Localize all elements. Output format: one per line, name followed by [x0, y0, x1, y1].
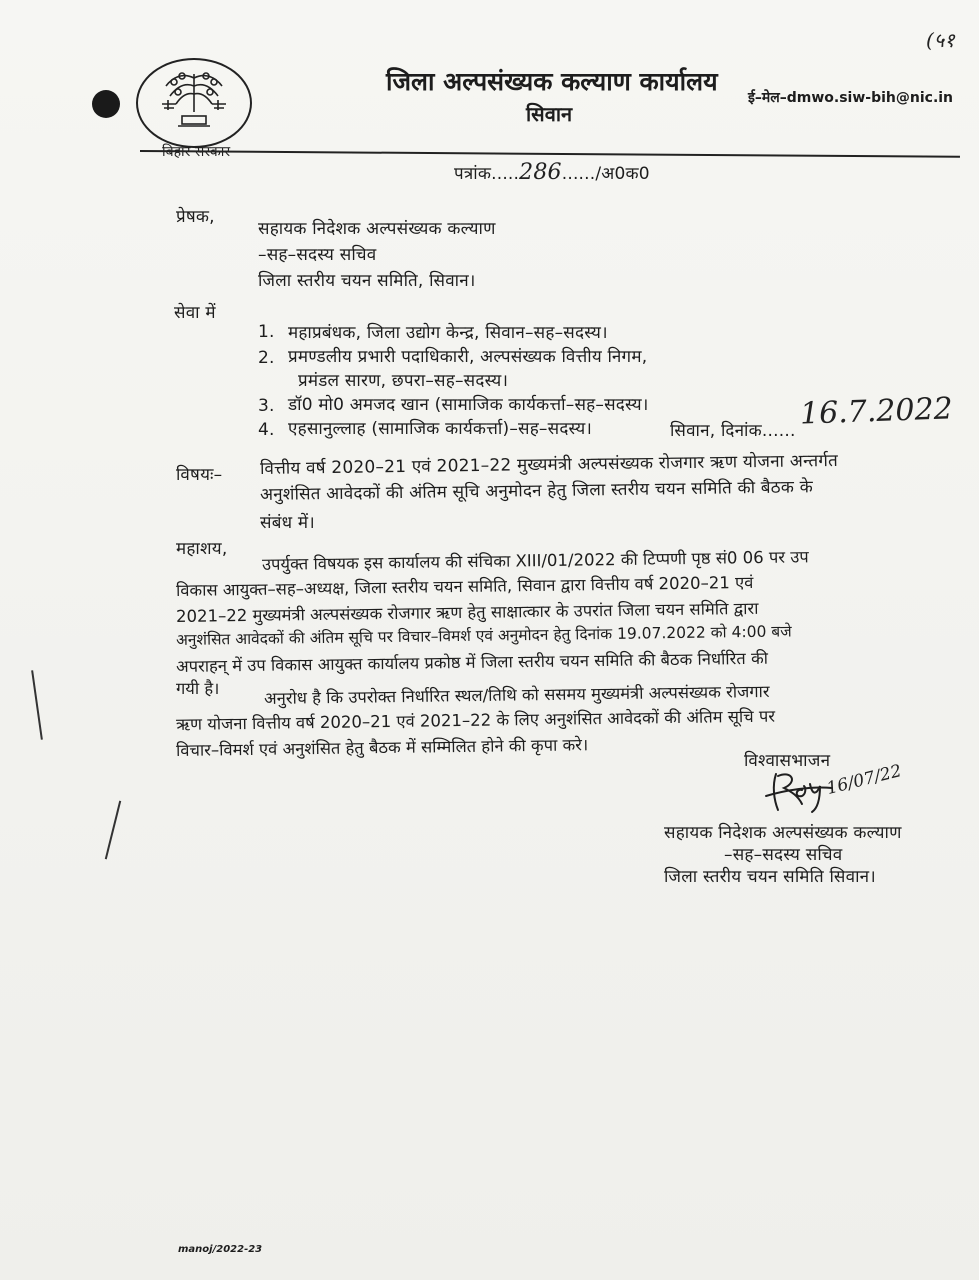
ref-prefix: पत्रांक [454, 164, 492, 184]
paragraph-line: अपराहन् में उप विकास आयुक्त कार्यालय प्रकोष्ठ में जिला स्तरीय चयन समिति की बैठक निर्धारित की [175, 648, 769, 676]
paragraph-line: विचार–विमर्श एवं अनुशंसित हेतु बैठक में सम्मिलित होने की कृपा करे। [175, 735, 589, 760]
date-line [670, 418, 796, 441]
paragraph-line: अनुरोध है कि उपरोक्त निर्धारित स्थल/तिथि को ससमय मुख्यमंत्री अल्पसंख्यक रोजगार [263, 681, 770, 708]
paragraph-line: गयी है। [176, 679, 220, 698]
recipient-number: 2. [258, 348, 275, 368]
paragraph-line: ऋण योजना वित्तीय वर्ष 2020–21 एवं 2021–22 के लिए अनुशंसित आवेदकों की अंतिम सूचि पर [175, 706, 776, 734]
recipient-line: एहसानुल्लाह (सामाजिक कार्यकर्त्ता)–सह–सदस्य। [288, 419, 593, 439]
signatory-line: सहायक निदेशक अल्पसंख्यक कल्याण [664, 823, 902, 843]
signatory-line: जिला स्तरीय चयन समिति सिवान। [664, 867, 876, 887]
sender-line: –सह–सदस्य सचिव [258, 245, 377, 265]
subject-label: विषयः– [176, 465, 223, 485]
subject-line: संबंध में। [260, 513, 315, 533]
paragraph-line: 2021–22 मुख्यमंत्री अल्पसंख्यक रोजगार ऋण हेतु साक्षात्कार के उपरांत जिला चयन समिति द्वारा [175, 598, 759, 626]
punch-hole [92, 90, 120, 118]
paragraph-line: विकास आयुक्त–सह–अध्यक्ष, जिला स्तरीय चयन समिति, सिवान द्वारा वित्तीय वर्ष 2020–21 एवं [175, 572, 754, 600]
paragraph-line: अनुशंसित आवेदकों की अंतिम सूचि पर विचार–विमर्श एवं अनुमोदन हेतु दिनांक 19.07.2022 को 4:00 बजे [175, 622, 792, 649]
salutation: महाशय, [176, 539, 228, 559]
date-label: सिवान, दिनांक [670, 421, 762, 441]
paragraph-line: उपर्युक्त विषयक इस कार्यालय की संचिका XIII/01/2022 की टिप्पणी पृष्ठ सं0 06 पर उप [261, 547, 809, 574]
email-text: ई–मेल–dmwo.siw-bih@nic.in [748, 90, 954, 106]
subject-line: वित्तीय वर्ष 2020–21 एवं 2021–22 मुख्यमंत्री अल्पसंख्यक रोजगार ऋण योजना अन्तर्गत [259, 450, 839, 479]
ref-number: 286 [519, 160, 562, 185]
sender-label: प्रेषक, [176, 207, 215, 227]
recipient-line: प्रमंडल सारण, छपरा–सह–सदस्य। [298, 371, 509, 391]
valediction: विश्वासभाजन [744, 751, 831, 771]
margin-mark [105, 801, 121, 860]
ref-dots-left: ..... [491, 164, 520, 184]
date-value: 16.7.2022 [799, 391, 954, 432]
ref-dots-right: ...... [561, 164, 596, 184]
sender-line: सहायक निदेशक अल्पसंख्यक कल्याण [258, 219, 496, 239]
office-city: सिवान [526, 102, 573, 126]
margin-mark [31, 670, 43, 740]
recipients-label: सेवा में [174, 303, 216, 323]
corner-number: (५१ [926, 28, 955, 52]
recipient-number: 1. [258, 322, 275, 342]
recipient-line: डॉ0 मो0 अमजद खान (सामाजिक कार्यकर्त्ता–सह–सदस्य। [288, 395, 649, 415]
subject-line: अनुशंसित आवेदकों की अंतिम सूचि अनुमोदन हेतु जिला स्तरीय चयन समिति की बैठक के [259, 477, 814, 505]
recipient-line: प्रमण्डलीय प्रभारी पदाधिकारी, अल्पसंख्यक वित्तीय निगम, [288, 347, 648, 367]
signatory-line: –सह–सदस्य सचिव [724, 845, 843, 865]
sender-line: जिला स्तरीय चयन समिति, सिवान। [258, 271, 476, 291]
bihar-emblem-icon [136, 58, 252, 148]
header-rule [140, 150, 960, 158]
date-dots: ...... [761, 421, 796, 441]
office-title: जिला अल्पसंख्यक कल्याण कार्यालय [386, 67, 718, 96]
recipient-number: 3. [258, 396, 275, 416]
reference-line [454, 160, 650, 185]
recipient-line: महाप्रबंधक, जिला उद्योग केन्द्र, सिवान–सह–सदस्य। [288, 323, 608, 343]
footer-code: manoj/2022-23 [178, 1244, 263, 1255]
ref-suffix: /अ0क0 [595, 164, 650, 184]
recipient-number: 4. [258, 420, 275, 440]
signature-date: 16/07/22 [824, 761, 904, 799]
